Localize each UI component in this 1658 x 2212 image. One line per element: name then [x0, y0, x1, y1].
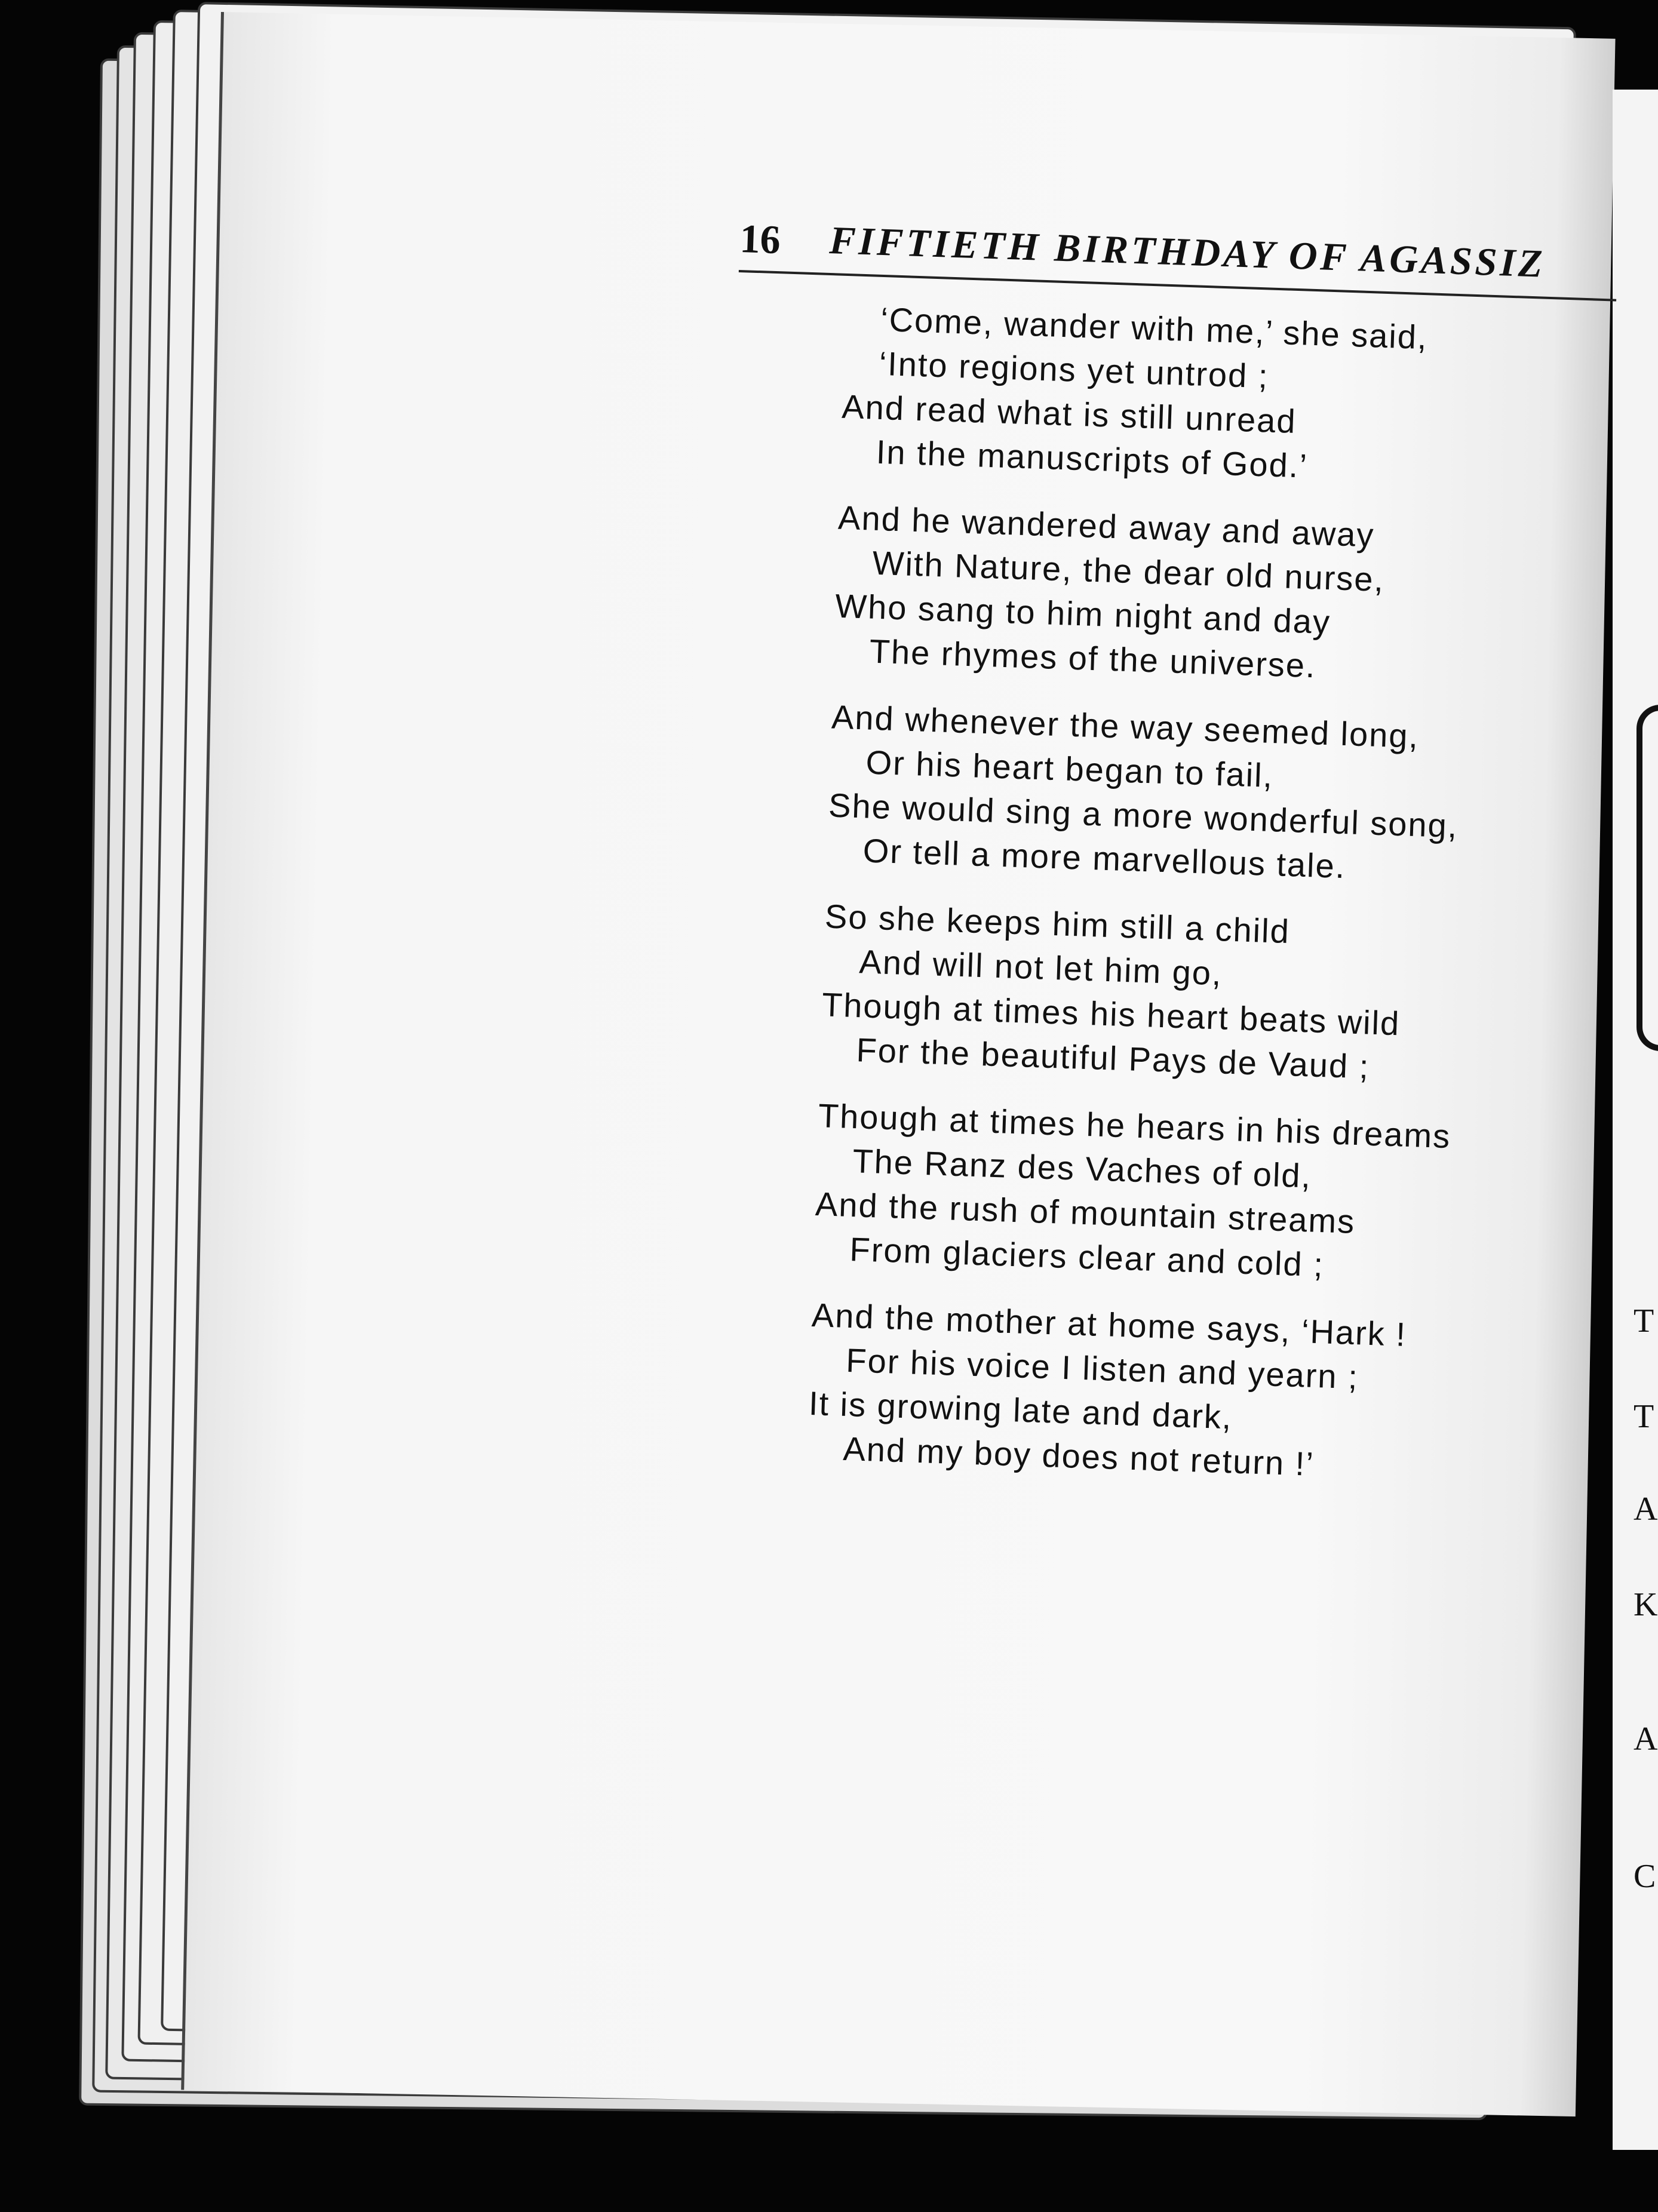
poem-line: And will not let him go,: [858, 942, 1223, 993]
stanza: [840, 296, 1622, 499]
poem: [806, 296, 1621, 1495]
facing-page-letter: T: [1634, 1302, 1654, 1340]
poem-line: She would sing a more wonderful song,: [828, 786, 1459, 845]
facing-page-letter: K: [1634, 1586, 1658, 1623]
poem-line: Who sang to him night and day: [834, 586, 1332, 641]
poem-line: For the beautiful Pays de Vaud ;: [855, 1031, 1371, 1086]
poem-line: And read what is still unread: [841, 387, 1297, 441]
poem-line: ‘Come, wander with me,’ she said,: [880, 300, 1429, 357]
poem-line: For his voice I listen and yearn ;: [845, 1341, 1359, 1396]
poem-line: It is growing late and dark,: [808, 1384, 1233, 1436]
facing-page-letter: C: [1634, 1858, 1656, 1895]
running-title: FIFTIETH BIRTHDAY OF AGASSIZ: [828, 218, 1546, 286]
stanza: [827, 695, 1608, 898]
poem-line: The Ranz des Vaches of old,: [852, 1142, 1313, 1195]
poem-line: Though at times his heart beats wild: [821, 985, 1401, 1043]
poem-line: And the rush of mountain streams: [815, 1185, 1356, 1241]
stanza: [813, 1093, 1595, 1296]
poem-line: In the manuscripts of God.’: [875, 432, 1309, 485]
page-number: 16: [739, 215, 781, 263]
poem-line: And he wandered away and away: [837, 498, 1375, 554]
facing-page-ornament: [1636, 705, 1658, 1051]
facing-page-letter: A: [1634, 1491, 1658, 1528]
poem-line: From glaciers clear and cold ;: [849, 1230, 1325, 1284]
facing-page: [1613, 90, 1658, 2150]
poem-line: Or his heart began to fail,: [865, 743, 1275, 795]
facing-page-letter: T: [1634, 1398, 1654, 1435]
facing-page-letter: A: [1634, 1721, 1658, 1758]
poem-line: ‘Into regions yet untrod ;: [878, 344, 1270, 395]
stanza: [833, 496, 1615, 698]
poem-line: So she keeps him still a child: [824, 897, 1291, 951]
stanza: [806, 1293, 1588, 1495]
stanza: [820, 894, 1602, 1096]
poem-line: And whenever the way seemed long,: [831, 698, 1420, 755]
poem-line: Though at times he hears in his dreams: [818, 1096, 1452, 1156]
poem-line: With Nature, the dear old nurse,: [871, 543, 1386, 599]
poem-line: And my boy does not return !’: [842, 1429, 1315, 1483]
poem-line: Or tell a more marvellous tale.: [862, 831, 1347, 886]
page-content: [699, 215, 1625, 1495]
poem-line: The rhymes of the universe.: [868, 632, 1317, 685]
poem-line: And the mother at home says, ‘Hark !: [810, 1295, 1407, 1353]
